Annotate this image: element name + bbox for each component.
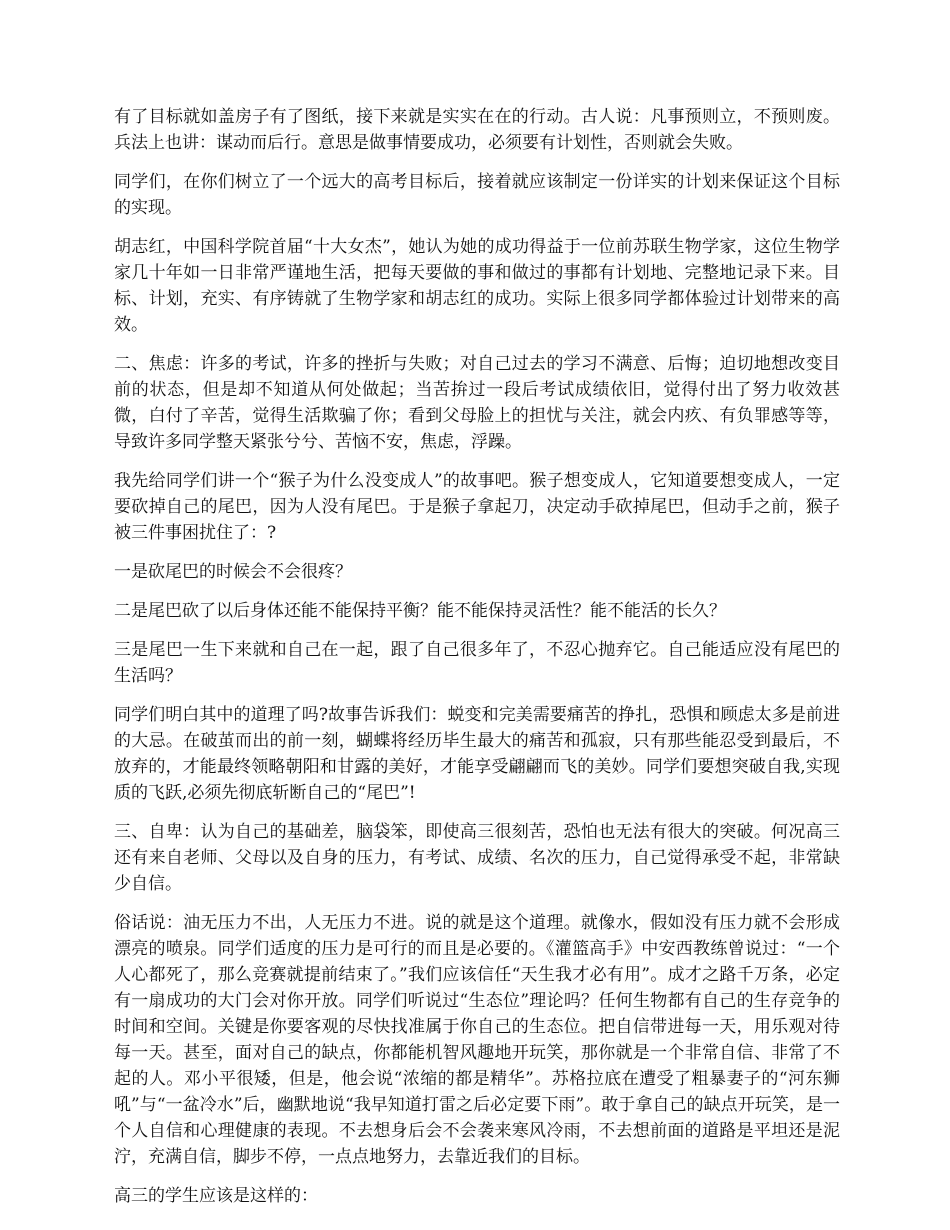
paragraph-monkey-worry-2: 二是尾巴砍了以后身体还能不能保持平衡？能不能保持灵活性？能不能活的长久？: [114, 601, 726, 621]
paragraph-anxiety: 二、焦虑：许多的考试，许多的挫折与失败；对自己过去的学习不满意、后悔；迫切地想改变目前的状态，但是却不知道从何处做起；当苦拚过一段后考试成绩依旧，觉得付出了努力收效甚微，白付了辛苦，觉得生活欺骗了你；看到父母脸上的担忧与关注，就会内疚、有负罪感等等，导致许多同学整天紧张兮兮、苦恼不安，焦虑，浮躁。: [114, 354, 840, 452]
paragraph-make-plan: 同学们，在你们树立了一个远大的高考目标后，接着就应该制定一份详实的计划来保证这个目标的实现。: [114, 172, 840, 218]
paragraph-inferiority: 三、自卑：认为自己的基础差，脑袋笨，即使高三很刻苦，恐怕也无法有很大的突破。何况高三还有来自老师、父母以及自身的压力，有考试、成绩、名次的压力，自己觉得承受不起，非常缺少自信。: [114, 822, 840, 894]
document-body: [114, 104, 840, 1222]
paragraph-intro-goal-plan: 有了目标就如盖房子有了图纸，接下来就是实实在在的行动。古人说：凡事预则立，不预则废。兵法上也讲：谋动而后行。意思是做事情要成功，必须要有计划性，否则就会失败。: [114, 107, 840, 153]
paragraph-monkey-worry-3: 三是尾巴一生下来就和自己在一起，跟了自己很多年了，不忍心抛弃它。自己能适应没有尾巴的生活吗？: [114, 640, 840, 686]
paragraph-monkey-worry-1: 一是砍尾巴的时候会不会很疼？: [114, 562, 352, 582]
paragraph-pressure-confidence: 俗话说：油无压力不出，人无压力不进。说的就是这个道理。就像水，假如没有压力就不会形成漂亮的喷泉。同学们适度的压力是可行的而且是必要的。《灌篮高手》中安西教练曾说过：“一个人心都死了，那么竞赛就提前结束了。”我们应该信任“天生我才必有用”。成才之路千万条，必定有一扇成功的大门会对你开放。同学们听说过“生态位”理论吗？任何生物都有自己的生存竞争的时间和空间。关键是你要客观的尽快找准属于你自己的生态位。把自信带进每一天，用乐观对待每一天。甚至，面对自己的缺点，你都能机智风趣地开玩笑，那你就是一个非常自信、非常了不起的人。邓小平很矮，但是，他会说“浓缩的都是精华”。苏格拉底在遭受了粗暴妻子的“河东狮吼”与“一盆冷水”后，幽默地说“我早知道打雷之后必定要下雨”。敢于拿自己的缺点开玩笑，是一个人自信和心理健康的表现。不去想身后会不会袭来寒风冷雨，不去想前面的道路是平坦还是泥泞，充满自信，脚步不停，一点点地努力，去靠近我们的目标。: [114, 913, 840, 1167]
paragraph-senior-student: 高三的学生应该是这样的：: [114, 1186, 318, 1206]
paragraph-story-lesson: 同学们明白其中的道理了吗?故事告诉我们：蜕变和完美需要痛苦的挣扎，恐惧和顾虑太多是前进的大忌。在破茧而出的前一刻，蝴蝶将经历毕生最大的痛苦和孤寂，只有那些能忍受到最后，不放弃的，才能最终领略朝阳和甘露的美好，才能享受翩翩而飞的美妙。同学们要想突破自我,实现质的飞跃,必须先彻底斩断自己的“尾巴”!: [114, 705, 840, 803]
paragraph-monkey-story: 我先给同学们讲一个“猴子为什么没变成人”的故事吧。猴子想变成人，它知道要想变成人，一定要砍掉自己的尾巴，因为人没有尾巴。于是猴子拿起刀，决定动手砍掉尾巴，但动手之前，猴子被三件事困扰住了：?: [114, 471, 840, 543]
paragraph-hu-zhihong-story: 胡志红，中国科学院首届“十大女杰”，她认为她的成功得益于一位前苏联生物学家，这位生物学家几十年如一日非常严谨地生活，把每天要做的事和做过的事都有计划地、完整地记录下来。目标、计划，充实、有序铸就了生物学家和胡志红的成功。实际上很多同学都体验过计划带来的高效。: [114, 237, 840, 335]
